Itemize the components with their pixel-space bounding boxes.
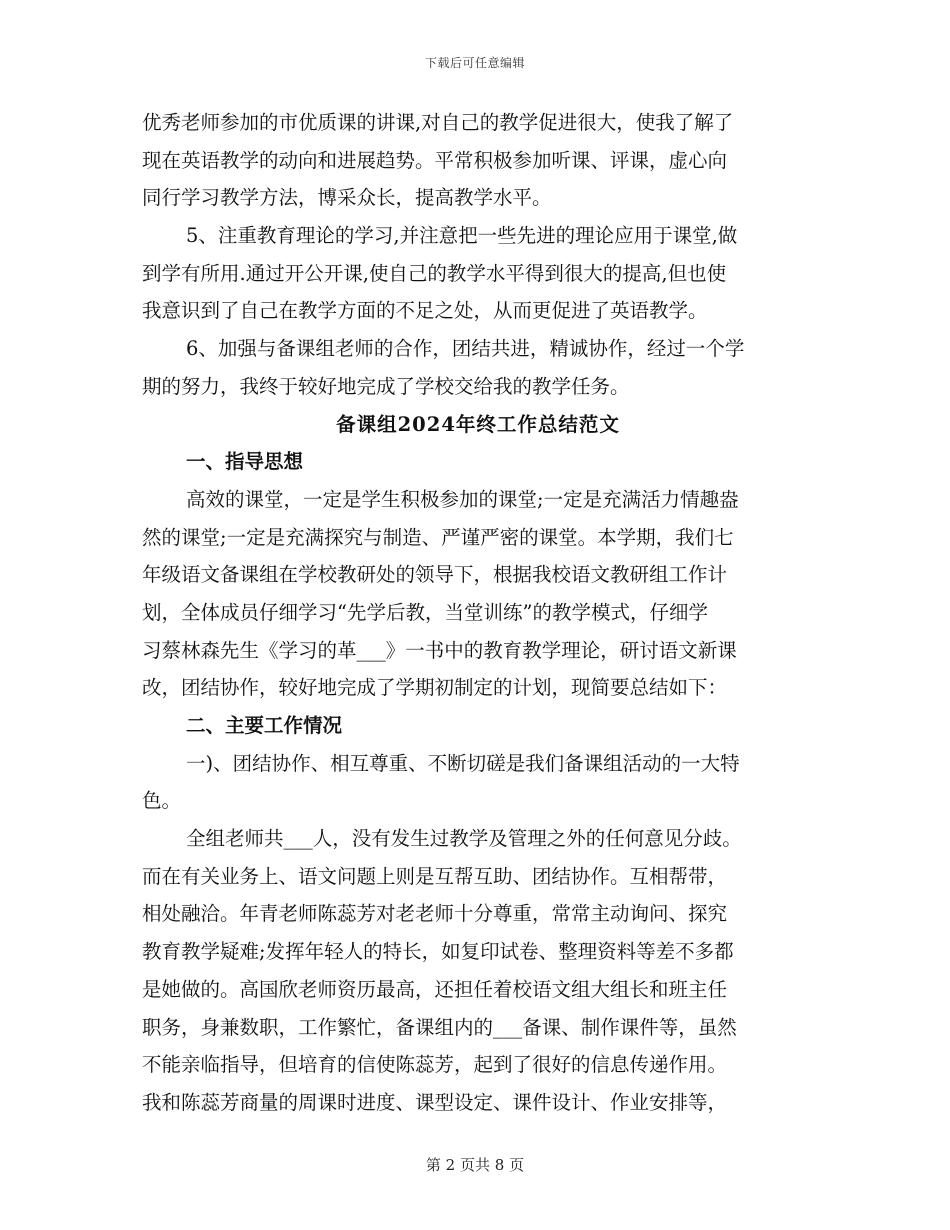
paragraph-line: 教育教学疑难;发挥年轻人的特长，如复印试卷、整理资料等差不多都	[142, 940, 734, 964]
paragraph-line: 职务，身兼数职，工作繁忙，备课组内的___备课、制作课件等，虽然	[142, 1015, 737, 1039]
paragraph-line: 然的课堂;一定是充满探究与制造、严谨严密的课堂。本学期，我们七	[142, 525, 734, 549]
paragraph-line: 同行学习教学方法，博采众长，提高教学水平。	[142, 186, 552, 210]
paragraph-line: 高效的课堂，一定是学生积极参加的课堂;一定是充满活力情趣盎	[186, 487, 739, 511]
paragraph-line: 改，团结协作，较好地完成了学期初制定的计划，现简要总结如下：	[142, 676, 728, 700]
paragraph-line: 相处融洽。年青老师陈蕊芳对老老师十分尊重，常常主动询问、探究	[142, 902, 728, 926]
paragraph-line: 色。	[142, 789, 182, 813]
paragraph-line: 5、注重教育理论的学习,并注意把一些先进的理论应用于课堂,做	[186, 224, 738, 248]
section-title: 备课组2024年终工作总结范文	[336, 412, 620, 436]
document-body	[142, 104, 814, 1122]
paragraph-line: 一)、团结协作、相互尊重、不断切磋是我们备课组活动的一大特	[186, 751, 740, 775]
section-heading: 二、主要工作情况	[186, 714, 343, 737]
paragraph-line: 而在有关业务上、语文问题上则是互帮互助、团结协作。互相帮带，	[142, 864, 728, 888]
paragraph-line: 6、加强与备课组老师的合作，团结共进，精诚协作，经过一个学	[186, 337, 745, 361]
paragraph-line: 是她做的。高国欣老师资历最高，还担任着校语文组大组长和班主任	[142, 977, 728, 1001]
paragraph-line: 划，全体成员仔细学习“先学后教，当堂训练”的教学模式，仔细学	[142, 600, 708, 624]
paragraph-line: 我和陈蕊芳商量的周课时进度、课型设定、课件设计、作业安排等，	[142, 1090, 728, 1114]
section-heading: 一、指导思想	[186, 450, 304, 474]
paragraph-line: 优秀老师参加的市优质课的讲课,对自己的教学促进很大，使我了解了	[142, 111, 734, 134]
paragraph-line: 我意识到了自己在教学方面的不足之处，从而更促进了英语教学。	[142, 299, 708, 323]
paragraph-line: 全组老师共___人，没有发生过教学及管理之外的任何意见分歧。	[186, 827, 742, 851]
paragraph-line: 年级语文备课组在学校教研处的领导下，根据我校语文教研组工作计	[142, 563, 728, 587]
paragraph-line: 期的努力，我终于较好地完成了学校交给我的教学任务。	[142, 374, 630, 398]
paragraph-line: 不能亲临指导，但培育的信使陈蕊芳，起到了很好的信息传递作用。	[142, 1053, 728, 1077]
paragraph-line: 到学有所用.通过开公开课,使自己的教学水平得到很大的提高,但也使	[142, 261, 727, 285]
page-header: 下载后可任意编辑	[424, 56, 525, 70]
page-footer: 第 2 页共 8 页	[425, 1156, 525, 1174]
paragraph-line: 现在英语教学的动向和进展趋势。平常积极参加听课、评课，虚心向	[142, 148, 728, 172]
paragraph-line: 习蔡林森先生《学习的革___》一书中的教育教学理论，研讨语文新课	[142, 638, 737, 662]
